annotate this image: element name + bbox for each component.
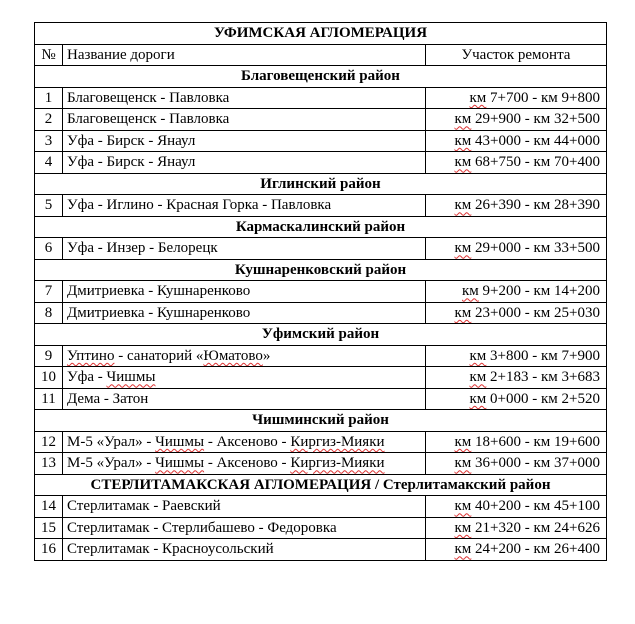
district-name: Кармаскалинский район	[35, 216, 607, 238]
agglomeration-header-row	[35, 474, 607, 496]
km-unit: км	[462, 283, 479, 300]
repair-segment	[426, 345, 607, 367]
km-unit: км	[469, 347, 487, 364]
km-unit: км	[454, 433, 472, 450]
repair-segment	[426, 281, 607, 303]
row-number: 13	[35, 453, 63, 475]
district-name: Иглинский район	[35, 173, 607, 195]
agglomeration-district: Стерлитамакский район	[382, 476, 551, 493]
segment-range: 43+000 - км 44+000	[475, 132, 600, 149]
table-row	[35, 367, 607, 389]
spellcheck-word: Юматово	[203, 347, 263, 364]
segment-range: 36+000 - км 37+000	[475, 455, 600, 472]
table-row	[35, 388, 607, 410]
segment-range: 9+200 - км 14+200	[482, 283, 600, 300]
row-number: 5	[35, 195, 63, 217]
road-name: М-5 «Урал» - Чишмы - Аксеново - Киргиз-Мияки	[63, 453, 426, 475]
road-name: Благовещенск - Павловка	[63, 87, 426, 109]
road-name: Дема - Затон	[63, 388, 426, 410]
repair-segment	[426, 453, 607, 475]
row-number: 11	[35, 388, 63, 410]
km-unit: км	[454, 197, 472, 214]
repair-segment	[426, 367, 607, 389]
agglomeration-header	[35, 474, 607, 496]
road-name: Дмитриевка - Кушнаренково	[63, 302, 426, 324]
road-name: Уфа - Иглино - Красная Горка - Павловка	[63, 195, 426, 217]
km-unit: км	[454, 541, 472, 558]
table-row	[35, 539, 607, 561]
table-title: УФИМСКАЯ АГЛОМЕРАЦИЯ	[35, 23, 607, 45]
table-row	[35, 453, 607, 475]
repair-segment	[426, 302, 607, 324]
district-header-row	[35, 173, 607, 195]
segment-range: 3+800 - км 7+900	[490, 347, 600, 364]
district-header-row	[35, 216, 607, 238]
row-number: 3	[35, 130, 63, 152]
row-number: 6	[35, 238, 63, 260]
row-number: 15	[35, 517, 63, 539]
segment-range: 0+000 - км 2+520	[490, 390, 600, 407]
road-name: Стерлитамак - Стерлибашево - Федоровка	[63, 517, 426, 539]
repair-segment	[426, 195, 607, 217]
road-repair-document	[34, 22, 606, 561]
road-name: М-5 «Урал» - Чишмы - Аксеново - Киргиз-Мияки	[63, 431, 426, 453]
road-repair-table	[34, 22, 607, 561]
km-unit: км	[454, 519, 472, 536]
row-number: 16	[35, 539, 63, 561]
repair-segment	[426, 130, 607, 152]
row-number: 10	[35, 367, 63, 389]
table-row	[35, 431, 607, 453]
district-name: Кушнаренковский район	[35, 259, 607, 281]
repair-segment	[426, 238, 607, 260]
table-row	[35, 152, 607, 174]
row-number: 8	[35, 302, 63, 324]
table-row	[35, 302, 607, 324]
repair-segment	[426, 517, 607, 539]
road-name: Стерлитамак - Раевский	[63, 496, 426, 518]
segment-range: 7+700 - км 9+800	[490, 89, 600, 106]
spellcheck-word: Киргиз-Мияки	[290, 455, 385, 472]
district-header-row	[35, 324, 607, 346]
header-repair-segment: Участок ремонта	[426, 44, 607, 66]
segment-range: 21+320 - км 24+626	[475, 519, 600, 536]
segment-range: 29+900 - км 32+500	[475, 111, 600, 128]
table-row	[35, 87, 607, 109]
km-unit: км	[469, 369, 487, 386]
district-name: Уфимский район	[35, 324, 607, 346]
repair-segment	[426, 152, 607, 174]
spellcheck-word: Чишмы	[106, 369, 156, 386]
district-header-row	[35, 259, 607, 281]
road-name: Уфа - Чишмы	[63, 367, 426, 389]
repair-segment	[426, 431, 607, 453]
road-name: Уптино - санаторий «Юматово»	[63, 345, 426, 367]
spellcheck-word: Киргиз-Мияки	[290, 433, 385, 450]
table-row	[35, 496, 607, 518]
km-unit: км	[454, 240, 472, 257]
segment-range: 23+000 - км 25+030	[475, 304, 600, 321]
header-road-name: Название дороги	[63, 44, 426, 66]
road-name: Уфа - Бирск - Янаул	[63, 152, 426, 174]
road-name: Благовещенск - Павловка	[63, 109, 426, 131]
table-row	[35, 517, 607, 539]
km-unit: км	[469, 390, 487, 407]
km-unit: км	[454, 154, 472, 171]
spellcheck-word: Чишмы	[155, 433, 205, 450]
segment-range: 26+390 - км 28+390	[475, 197, 600, 214]
district-name: Благовещенский район	[35, 66, 607, 88]
row-number: 4	[35, 152, 63, 174]
road-name: Уфа - Инзер - Белорецк	[63, 238, 426, 260]
km-unit: км	[454, 498, 472, 515]
header-number: №	[35, 44, 63, 66]
road-name: Уфа - Бирск - Янаул	[63, 130, 426, 152]
km-unit: км	[454, 132, 472, 149]
row-number: 9	[35, 345, 63, 367]
km-unit: км	[469, 89, 487, 106]
km-unit: км	[454, 111, 472, 128]
segment-range: 18+600 - км 19+600	[475, 433, 600, 450]
table-row	[35, 109, 607, 131]
road-name: Стерлитамак - Красноусольский	[63, 539, 426, 561]
row-number: 1	[35, 87, 63, 109]
segment-range: 2+183 - км 3+683	[490, 369, 600, 386]
repair-segment	[426, 87, 607, 109]
segment-range: 68+750 - км 70+400	[475, 154, 600, 171]
row-number: 2	[35, 109, 63, 131]
row-number: 14	[35, 496, 63, 518]
road-name: Дмитриевка - Кушнаренково	[63, 281, 426, 303]
table-row	[35, 195, 607, 217]
km-unit: км	[454, 304, 472, 321]
district-header-row	[35, 410, 607, 432]
table-row	[35, 281, 607, 303]
repair-segment	[426, 388, 607, 410]
repair-segment	[426, 496, 607, 518]
segment-range: 24+200 - км 26+400	[475, 541, 600, 558]
table-row	[35, 238, 607, 260]
row-number: 12	[35, 431, 63, 453]
segment-range: 29+000 - км 33+500	[475, 240, 600, 257]
repair-segment	[426, 109, 607, 131]
table-title-row	[35, 23, 607, 45]
district-name: Чишминский район	[35, 410, 607, 432]
header-row	[35, 44, 607, 66]
table-row	[35, 345, 607, 367]
spellcheck-word: Уптино	[67, 347, 115, 364]
spellcheck-word: Чишмы	[155, 455, 205, 472]
repair-segment	[426, 539, 607, 561]
segment-range: 40+200 - км 45+100	[475, 498, 600, 515]
agglomeration-title: СТЕРЛИТАМАКСКАЯ АГЛОМЕРАЦИЯ /	[90, 476, 383, 493]
km-unit: км	[454, 455, 472, 472]
row-number: 7	[35, 281, 63, 303]
district-header-row	[35, 66, 607, 88]
table-row	[35, 130, 607, 152]
